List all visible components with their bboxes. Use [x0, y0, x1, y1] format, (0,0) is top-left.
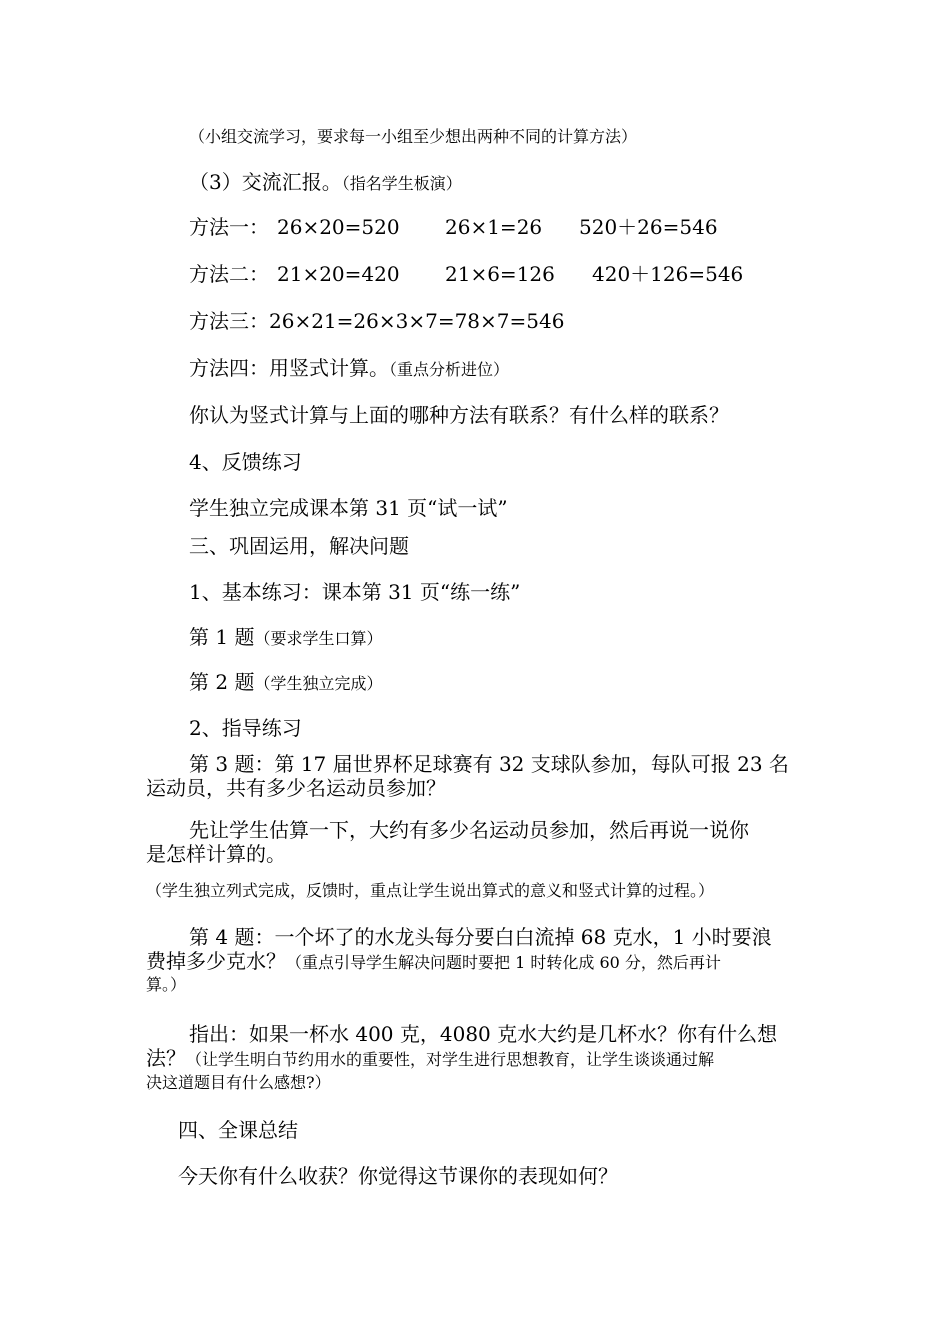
question-link: 你认为竖式计算与上面的哪种方法有联系？有什么样的联系？ — [189, 403, 729, 427]
method-four-text: 方法四：用竖式计算。 — [189, 356, 389, 380]
task-one-text: 第 1 题 — [189, 625, 255, 649]
point-out-line-1: 指出：如果一杯水 400 克，4080 克水大约是几杯水？你有什么想 — [189, 1022, 778, 1046]
group-discussion-note: （小组交流学习，要求每一小组至少想出两种不同的计算方法） — [189, 127, 638, 146]
method-four-note: （重点分析进位） — [389, 360, 510, 379]
task-three-line-2: 运动员，共有多少名运动员参加？ — [146, 776, 446, 800]
task-three-line-1: 第 3 题：第 17 届世界杯足球赛有 32 支球队参加，每队可报 23 名 — [189, 752, 789, 776]
point-out-line-2-text: 法？ — [146, 1046, 186, 1070]
heading-consolidate: 三、巩固运用，解决问题 — [189, 534, 409, 558]
estimate-line-2: 是怎样计算的。 — [146, 842, 286, 866]
heading-summary: 四、全课总结 — [178, 1118, 298, 1142]
task-four-line-1: 第 4 题：一个坏了的水龙头每分要白白流掉 68 克水，1 小时要浪 — [189, 925, 772, 949]
estimate-line-1: 先让学生估算一下，大约有多少名运动员参加，然后再说一说你 — [189, 818, 749, 842]
method-one-label: 方法一： — [189, 215, 269, 239]
task-one — [189, 625, 382, 651]
method-two-label: 方法二： — [189, 262, 269, 286]
task-two-text: 第 2 题 — [189, 670, 255, 694]
method-one-step-a: 26×20=520 — [277, 215, 400, 239]
method-one-step-b: 26×1=26 — [445, 215, 543, 239]
point-out-note: （让学生明白节约用水的重要性，对学生进行思想教育，让学生谈谈通过解 — [186, 1050, 715, 1069]
task-two-note: （学生独立完成） — [254, 674, 383, 693]
method-three: 方法三：26×21=26×3×7=78×7=546 — [189, 309, 565, 333]
task-one-note: （要求学生口算） — [254, 629, 383, 648]
method-four — [189, 356, 509, 382]
guided-practice: 2、指导练习 — [189, 716, 302, 740]
basic-practice: 1、基本练习：课本第 31 页“练一练” — [189, 580, 521, 604]
task-four-line-3: 算。） — [146, 975, 187, 994]
report-step-note: （指名学生板演） — [341, 174, 462, 193]
independent-work-note: （学生独立列式完成，反馈时，重点让学生说出算式的意义和竖式计算的过程。） — [146, 881, 715, 900]
section-feedback: 4、反馈练习 — [189, 450, 302, 474]
summary-question: 今天你有什么收获？你觉得这节课你的表现如何？ — [178, 1164, 618, 1188]
method-two-step-b: 21×6=126 — [445, 262, 555, 286]
method-one-step-c: 520＋26=546 — [579, 215, 718, 239]
point-out-line-3: 决这道题目有什么感想?） — [146, 1073, 331, 1092]
report-step — [189, 170, 462, 196]
report-step-text: （3）交流汇报。 — [189, 170, 342, 194]
task-four-line-2-text: 费掉多少克水？ — [146, 949, 286, 973]
task-two — [189, 670, 382, 696]
method-two-step-c: 420＋126=546 — [592, 262, 744, 286]
task-four-line-2 — [146, 949, 721, 975]
task-four-note: （重点引导学生解决问题时要把 1 时转化成 60 分，然后再计 — [286, 953, 721, 972]
feedback-task: 学生独立完成课本第 31 页“试一试” — [189, 496, 508, 520]
point-out-line-2 — [146, 1046, 714, 1072]
method-two-step-a: 21×20=420 — [277, 262, 400, 286]
